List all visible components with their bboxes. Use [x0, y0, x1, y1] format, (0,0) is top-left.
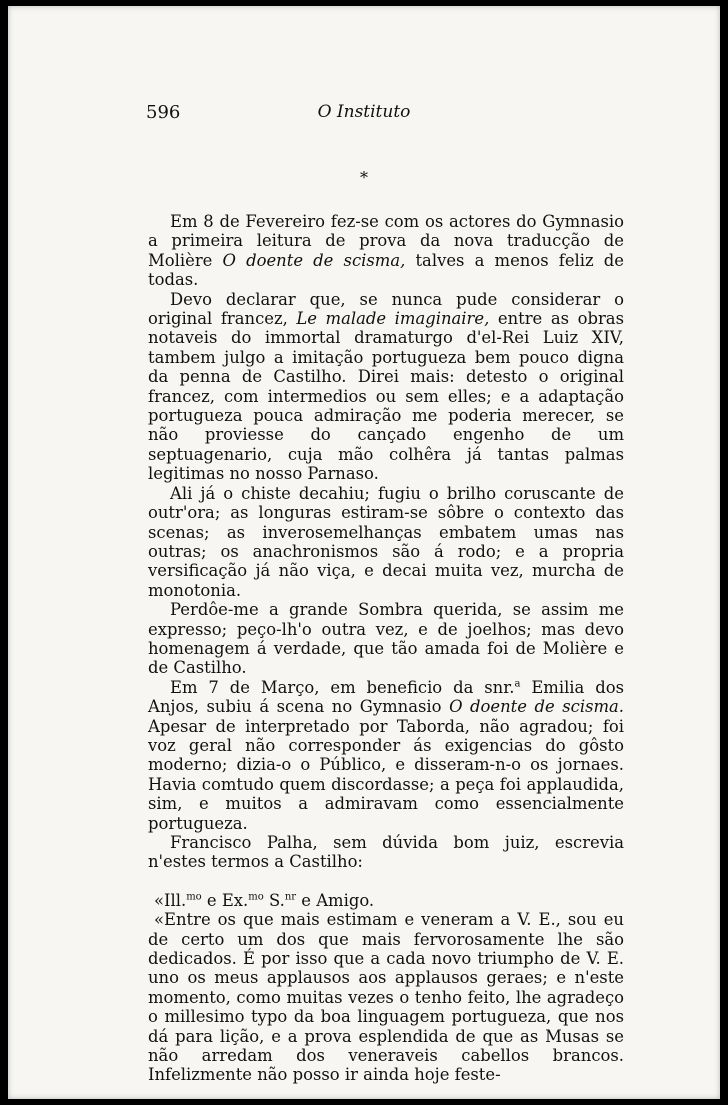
paragraph-6: Francisco Palha, sem dúvida bom juiz, escrevia n'estes termos a Castilho:: [148, 833, 624, 872]
letter-body: «Entre os que mais estimam e veneram a V. E., sou eu de certo um dos que mais fervorosamente lhe são dedicados. É por isso que a cada novo triumpho de V. E. uno os meus applausos aos applausos geraes; e n'este momento, como muitas vezes o tenho feito, lhe agradeço o millesimo typo da boa linguagem portugueza, que nos dá para lição, e a prova esplendida de que as Musas se não arredam dos veneraveis cabellos brancos. Infelizmente não posso ir ainda hoje feste-: [148, 910, 624, 1085]
main-text: [148, 212, 624, 1085]
paragraph-2: Devo declarar que, se nunca pude considerar o original francez, Le malade imaginaire, entre as obras notaveis do immortal dramaturgo d'el-Rei Luiz XIV, tambem julgo a imitação portugueza bem pouco digna da penna de Castilho. Direi mais: detesto o original francez, com intermedios ou sem elles; e a adaptação portugueza pouca admiração me poderia merecer, se não proviesse do cançado engenho de um septuagenario, cuja mão colhêra já tantas palmas legitimas no nosso Parnaso.: [148, 289, 624, 484]
spacer: [148, 872, 624, 891]
running-title: O Instituto: [317, 102, 411, 122]
paragraph-4: Perdôe-me a grande Sombra querida, se assim me expresso; peço-lh'o outra vez, e de joelhos; mas devo homenagem á verdade, que tão amada foi de Molière e de Castilho.: [148, 600, 624, 678]
page-header: [8, 102, 720, 126]
section-separator: *: [360, 168, 368, 187]
letter-salutation: «Ill.$^{mo}$ e Ex.$^{mo}$ S.$^{nr}$ e Amigo.: [154, 890, 375, 910]
paragraph-5: Em 7 de Março, em beneficio da snr.$^a$ Emilia dos Anjos, subiu á scena no Gymnasio O doente de scisma. Apesar de interpretado por Taborda, não agradou; foi voz geral não corresponder ás exigencias do gôsto moderno; dizia-o o Público, e disseram-n-o os jornaes. Havia comtudo quem discordasse; a peça foi applaudida, sim, e muitos a admiravam como essencialmente portugueza.: [148, 677, 624, 833]
book-page: [8, 6, 720, 1099]
paragraph-1: Em 8 de Fevereiro fez-se com os actores do Gymnasio a primeira leitura de prova da nova traducção de Molière O doente de scisma, talves a menos feliz de todas.: [148, 212, 624, 290]
page-number: 596: [146, 102, 181, 123]
quoted-letter: [148, 891, 624, 1085]
paragraph-3: Ali já o chiste decahiu; fugiu o brilho coruscante de outr'ora; as longuras estiram-se sôbre o contexto das scenas; as inverosemelhanças embatem umas nas outras; os anachronismos são á rodo; e a propria versificação já não viça, e decai muita vez, murcha de monotonia.: [148, 483, 624, 600]
